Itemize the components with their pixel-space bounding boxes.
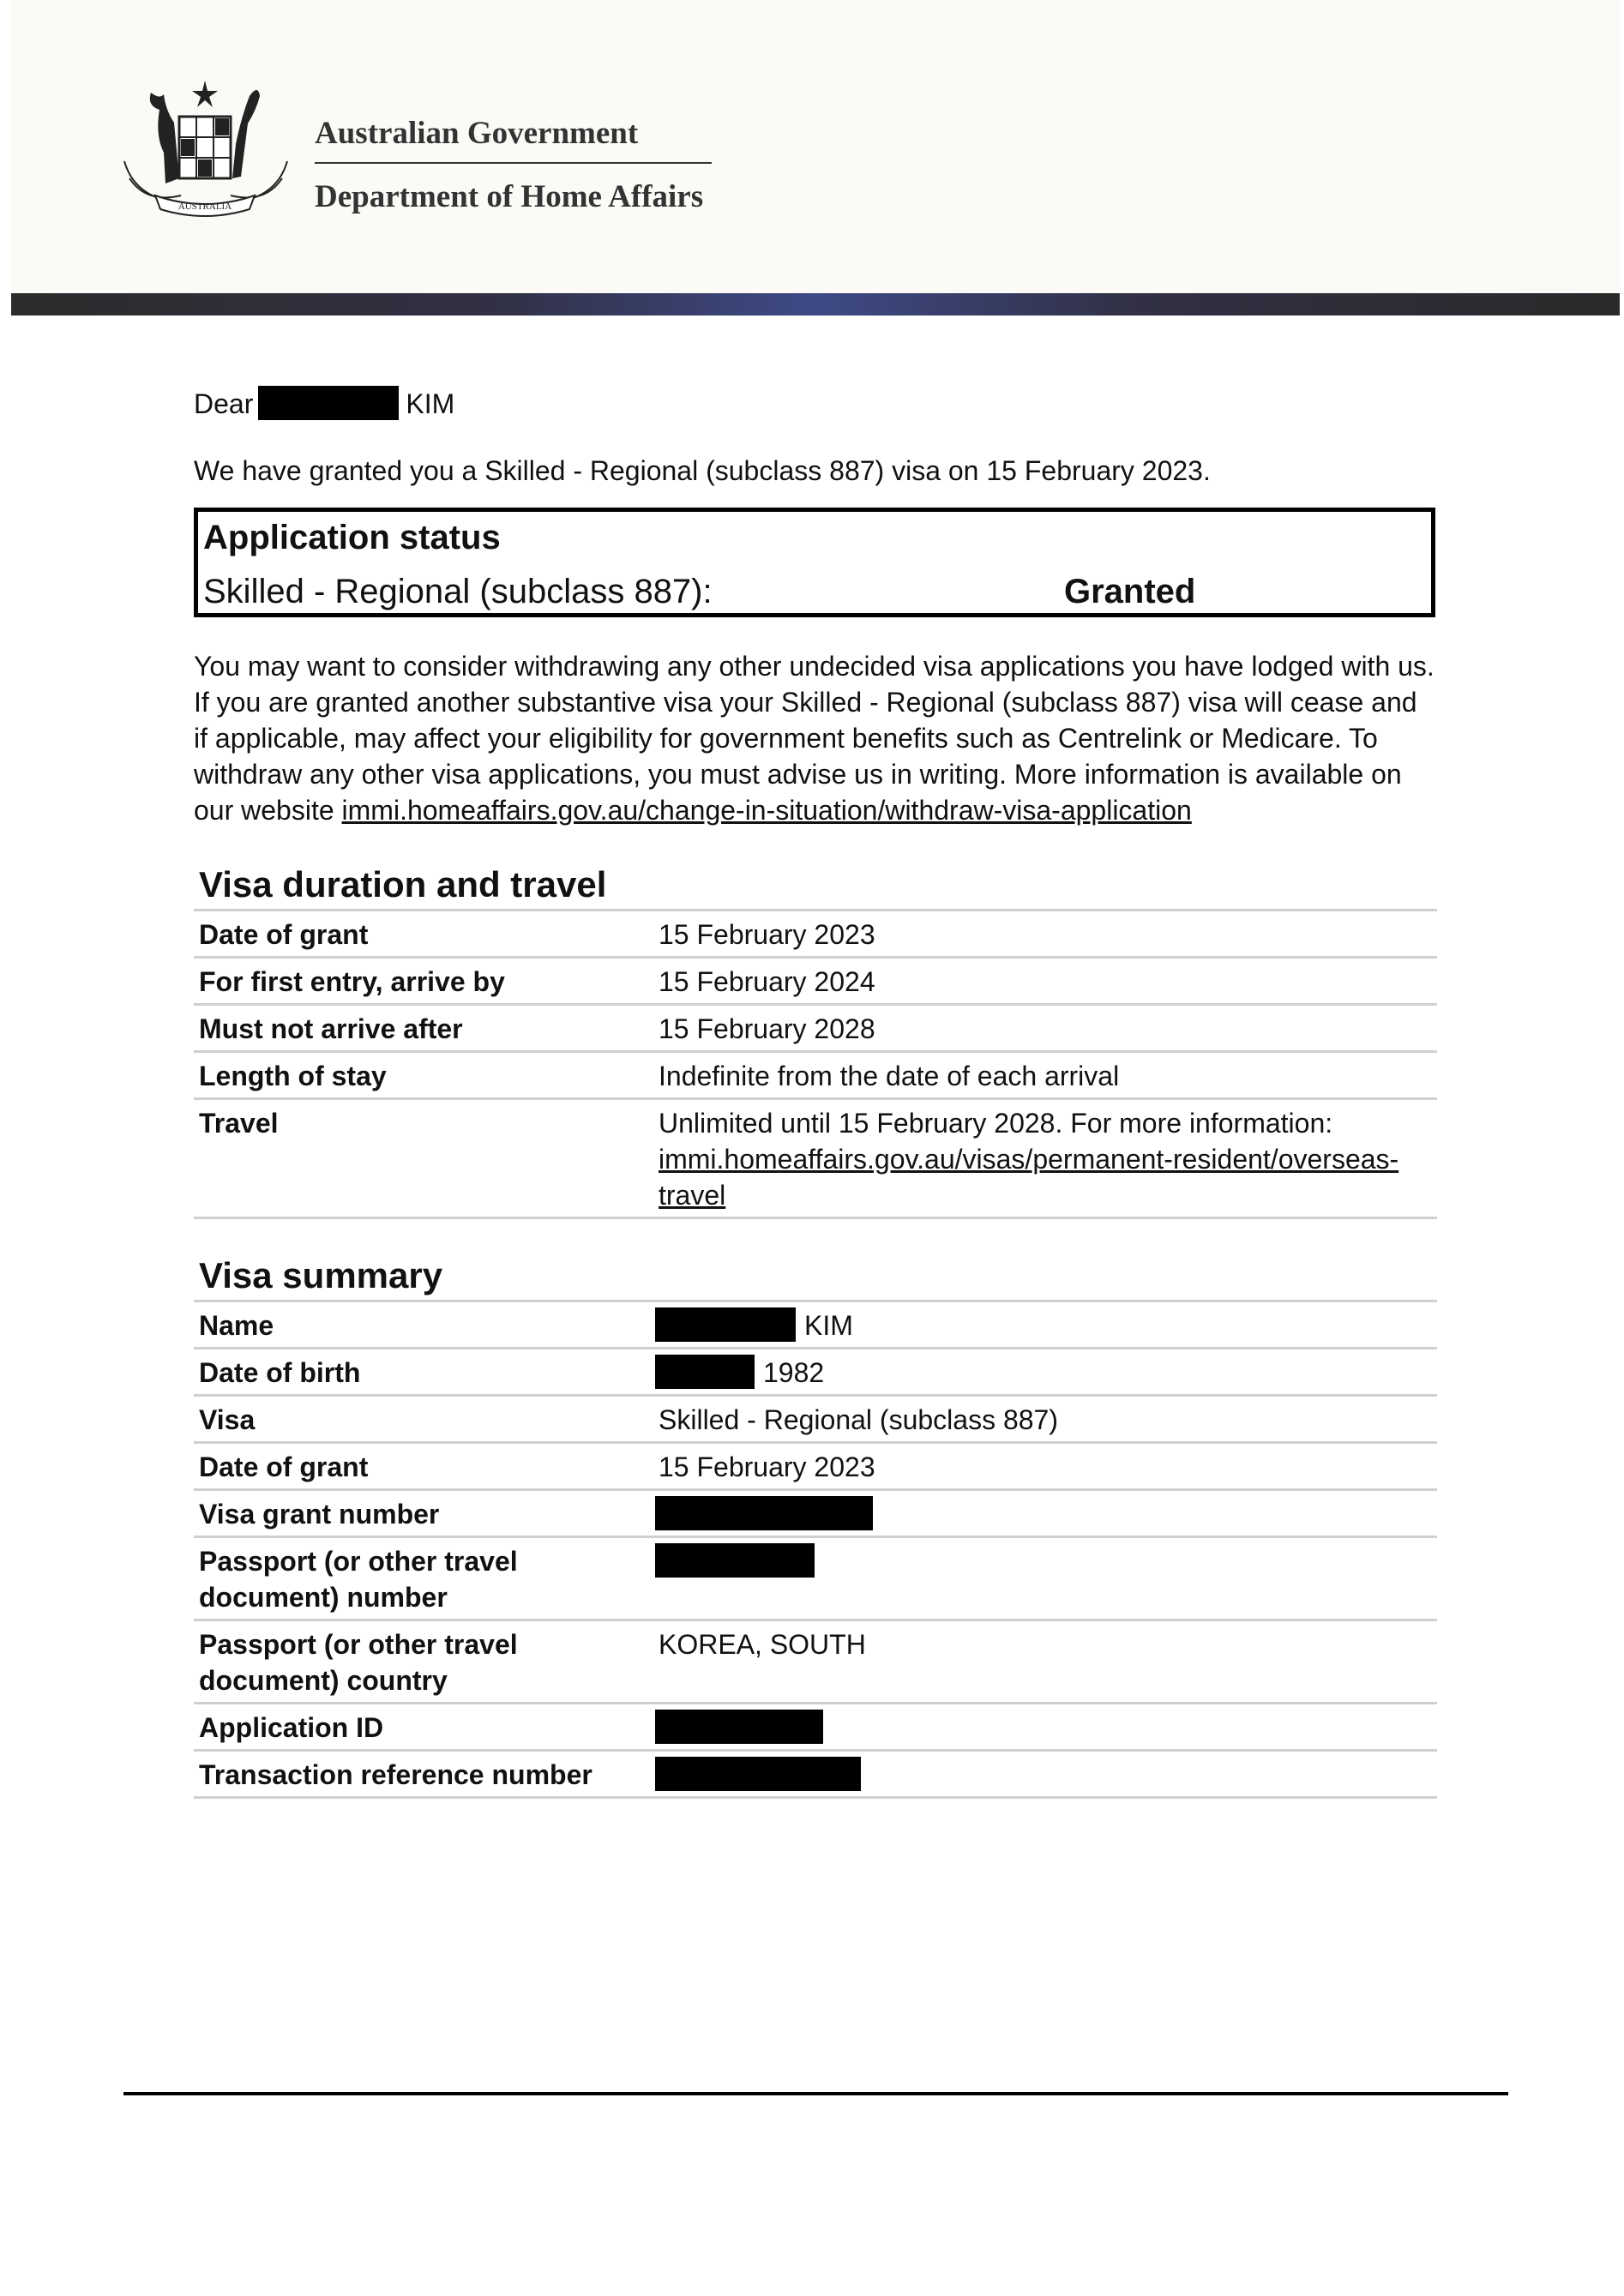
overseas-travel-link[interactable]: immi.homeaffairs.gov.au/visas/permanent-resident/overseas-travel	[659, 1144, 1399, 1211]
table-row	[194, 1349, 1437, 1396]
row-value: 15 February 2028	[653, 1005, 1437, 1052]
footer-rule	[123, 2092, 1508, 2095]
table-row	[194, 1704, 1437, 1751]
row-value: Indefinite from the date of each arrival	[653, 1052, 1437, 1099]
coat-of-arms-logo	[112, 75, 299, 219]
table-row	[194, 1537, 1437, 1620]
row-label: Application ID	[194, 1704, 653, 1751]
row-value	[653, 1490, 1437, 1537]
row-label: For first entry, arrive by	[194, 958, 653, 1005]
row-value	[653, 1704, 1437, 1751]
row-value: KOREA, SOUTH	[653, 1620, 1437, 1704]
row-value: 15 February 2023	[653, 911, 1437, 958]
salutation	[194, 386, 1437, 422]
letter-body	[194, 386, 1437, 1799]
row-label: Length of stay	[194, 1052, 653, 1099]
table-row	[194, 1620, 1437, 1704]
row-label: Name	[194, 1301, 653, 1349]
row-label: Must not arrive after	[194, 1005, 653, 1052]
summary-table	[194, 1300, 1437, 1799]
grant-sentence: We have granted you a Skilled - Regional (subclass 887) visa on 15 February 2023.	[194, 455, 1211, 486]
row-label: Date of grant	[194, 1443, 653, 1490]
row-value	[653, 1301, 1437, 1349]
status-visa-label: Skilled - Regional (subclass 887):	[203, 573, 713, 610]
row-value: Skilled - Regional (subclass 887)	[653, 1396, 1437, 1443]
row-label: Date of grant	[194, 911, 653, 958]
table-row	[194, 1396, 1437, 1443]
row-value: 15 February 2023	[653, 1443, 1437, 1490]
row-label: Travel	[194, 1099, 653, 1218]
row-value	[653, 1537, 1437, 1620]
advice-text: You may want to consider withdrawing any other undecided visa applications you have lodged with us. If you are granted another substantive visa your Skilled - Regional (subclass 887) visa will cease and if applicable, may affect your eligibility for government benefits such as Centrelink or Medicare. To withdraw any other visa applications, you must advise us in writing. More information is available on our website	[194, 651, 1435, 826]
redacted-birth-day-month	[655, 1355, 755, 1389]
row-value	[653, 1099, 1437, 1218]
table-row	[194, 1443, 1437, 1490]
application-status-box	[194, 508, 1435, 617]
letterhead	[11, 0, 1620, 293]
redacted-application-id	[655, 1710, 823, 1744]
birth-year: 1982	[763, 1357, 825, 1388]
letterhead-divider	[315, 162, 712, 164]
table-row	[194, 1490, 1437, 1537]
withdrawal-advice	[194, 648, 1437, 828]
duration-section-title: Visa duration and travel	[199, 864, 607, 905]
department-name: Department of Home Affairs	[315, 179, 704, 214]
table-row	[194, 958, 1437, 1005]
row-label: Visa grant number	[194, 1490, 653, 1537]
travel-text: Unlimited until 15 February 2028. For more information:	[659, 1108, 1333, 1139]
svg-text:AUSTRALIA: AUSTRALIA	[177, 201, 232, 212]
table-row	[194, 1052, 1437, 1099]
redacted-passport-number	[655, 1543, 815, 1578]
letterhead-band	[11, 293, 1620, 316]
row-label: Passport (or other travel document) country	[194, 1620, 653, 1704]
row-value: 15 February 2024	[653, 958, 1437, 1005]
table-row	[194, 1005, 1437, 1052]
agency-title: Australian Government	[315, 116, 639, 151]
redacted-given-name	[655, 1307, 796, 1342]
summary-section-title: Visa summary	[199, 1255, 443, 1295]
row-value	[653, 1349, 1437, 1396]
salutation-surname: KIM	[406, 388, 455, 419]
row-value	[653, 1751, 1437, 1798]
redacted-grant-number	[655, 1496, 873, 1530]
row-label: Passport (or other travel document) number	[194, 1537, 653, 1620]
table-row	[194, 1751, 1437, 1798]
redacted-given-name	[258, 386, 399, 420]
status-title: Application status	[203, 519, 501, 556]
table-row	[194, 1301, 1437, 1349]
row-label: Transaction reference number	[194, 1751, 653, 1798]
redacted-transaction-reference	[655, 1757, 861, 1791]
duration-table	[194, 909, 1437, 1219]
row-label: Visa	[194, 1396, 653, 1443]
row-label: Date of birth	[194, 1349, 653, 1396]
table-row	[194, 911, 1437, 958]
salutation-greeting: Dear	[194, 388, 254, 419]
table-row	[194, 1099, 1437, 1218]
name-surname: KIM	[804, 1310, 853, 1341]
withdraw-visa-link[interactable]: immi.homeaffairs.gov.au/change-in-situation/withdraw-visa-application	[341, 795, 1192, 826]
status-value: Granted	[1064, 573, 1196, 610]
